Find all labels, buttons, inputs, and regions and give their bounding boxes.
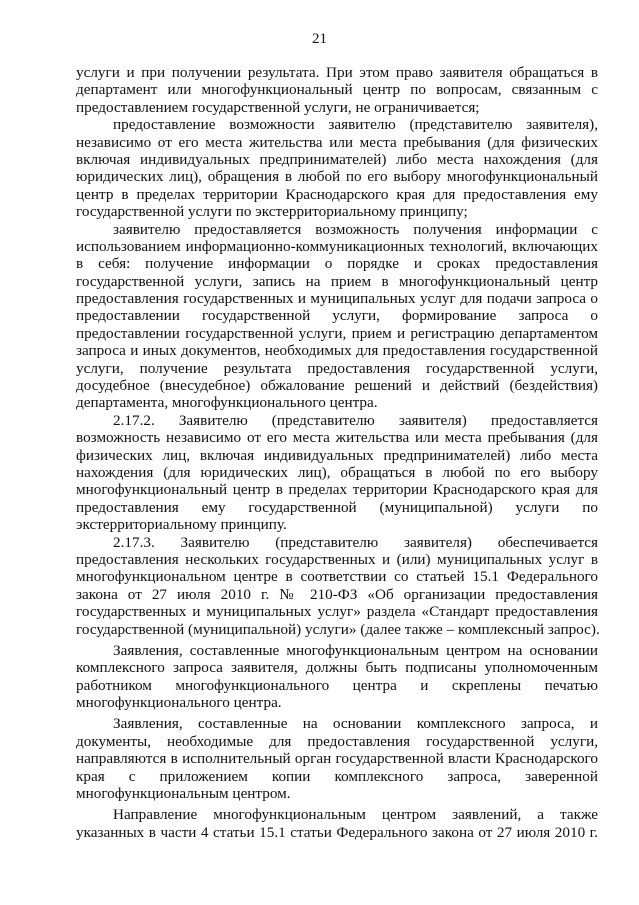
paragraph	[76, 806, 598, 841]
paragraph	[76, 64, 598, 116]
text-line: услуги и при получении результата. При этом право заявителя обращаться в	[76, 64, 598, 81]
text-line: предоставление возможности заявителю (представителю заявителя),	[113, 116, 598, 134]
text-line: многофункциональным центром.	[76, 785, 291, 803]
text-line: документы, необходимые для предоставления государственной услуги,	[76, 732, 598, 750]
text-line: предоставлении государственной услуги, формирование запроса о	[76, 307, 598, 325]
text-line: центр в пределах территории Краснодарского края для предоставления ему	[76, 185, 598, 203]
text-line: предоставления ему государственной (муниципальной) услуги по	[76, 498, 598, 516]
text-line: предоставлением государственной услуги, не ограничивается;	[76, 98, 480, 116]
text-line: нахождения (для юридических лиц), обращаться в любой по его выбору	[76, 463, 598, 481]
text-line: работником многофункционального центра и скреплены печатью	[76, 676, 598, 694]
text-line: указанных в части 4 статьи 15.1 статьи Федерального закона от 27 июля 2010 г.	[76, 823, 598, 841]
text-line: направляются в исполнительный орган государственной власти Краснодарского	[76, 750, 598, 768]
text-line: закона от 27 июля 2010 г. № 210-ФЗ «Об организации предоставления	[76, 585, 598, 603]
text-line: независимо от его места жительства или места пребывания (для физических	[76, 133, 598, 151]
text-line: Направление многофункциональным центром заявлений, а также	[113, 806, 598, 824]
text-line: государственных и муниципальных услуг» раздела «Стандарт предоставления	[76, 603, 598, 621]
text-line: Заявления, составленные многофункциональным центром на основании	[113, 641, 598, 659]
document-body	[76, 64, 598, 841]
text-line: Заявления, составленные на основании комплексного запроса, и	[113, 715, 598, 733]
text-line: предоставлении государственной услуги, прием и регистрацию департаментом	[76, 324, 598, 342]
text-line: комплексного запроса заявителя, должны быть подписаны уполномоченным	[76, 659, 598, 677]
text-line: использованием информационно-коммуникационных технологий, включающих	[76, 237, 598, 255]
text-line: многофункциональном центре в соответствии со статьей 15.1 Федерального	[76, 568, 598, 586]
text-line: 2.17.3. Заявителю (представителю заявителя) обеспечивается	[113, 533, 598, 551]
text-line: заявителю предоставляется возможность получения информации с	[113, 220, 598, 238]
paragraph	[76, 715, 598, 802]
text-line: 2.17.2. Заявителю (представителю заявителя) предоставляется	[113, 411, 598, 429]
text-line: края с приложением копии комплексного запроса, заверенной	[76, 767, 598, 785]
text-line: в себя: получение информации о порядке и сроках предоставления	[76, 255, 598, 273]
page-number: 21	[312, 31, 327, 47]
text-line: услуги, получение результата предоставления государственной услуги,	[76, 359, 598, 377]
text-line: департамента, многофункционального центра.	[76, 394, 378, 412]
text-line: физических лиц, включая индивидуальных предпринимателей) либо места	[76, 446, 598, 464]
paragraph	[76, 534, 598, 638]
text-line: возможность независимо от его места жительства или места пребывания (для	[76, 429, 598, 447]
paragraph	[76, 642, 598, 712]
text-line: государственной услуги по экстерриториальному принципу;	[76, 203, 468, 221]
text-line: многофункционального центра.	[76, 694, 282, 712]
text-line: государственной (муниципальной) услуги» (далее также – комплексный запрос).	[76, 620, 600, 638]
text-line: экстерриториальному принципу.	[76, 516, 287, 534]
text-line: юридических лиц), обращения в любой по его выбору многофункциональный	[76, 168, 598, 186]
paragraph	[76, 221, 598, 412]
text-line: предоставления нескольких государственных и (или) муниципальных услуг в	[76, 550, 598, 568]
text-line: государственной услуги, запись на прием в многофункциональный центр	[76, 272, 598, 290]
text-line: департамент или многофункциональный центр по вопросам, связанным с	[76, 81, 598, 99]
text-line: досудебное (внесудебное) обжалование решений и действий (бездействия)	[76, 377, 598, 395]
paragraph	[76, 412, 598, 534]
paragraph	[76, 116, 598, 220]
text-line: многофункциональный центр в пределах территории Краснодарского края для	[76, 481, 598, 499]
text-line: включая индивидуальных предпринимателей) либо места нахождения (для	[76, 150, 598, 168]
text-line: запроса и иных документов, необходимых для предоставления государственной	[76, 342, 598, 360]
text-line: предоставления государственных и муниципальных услуг для подачи запроса о	[76, 290, 598, 308]
